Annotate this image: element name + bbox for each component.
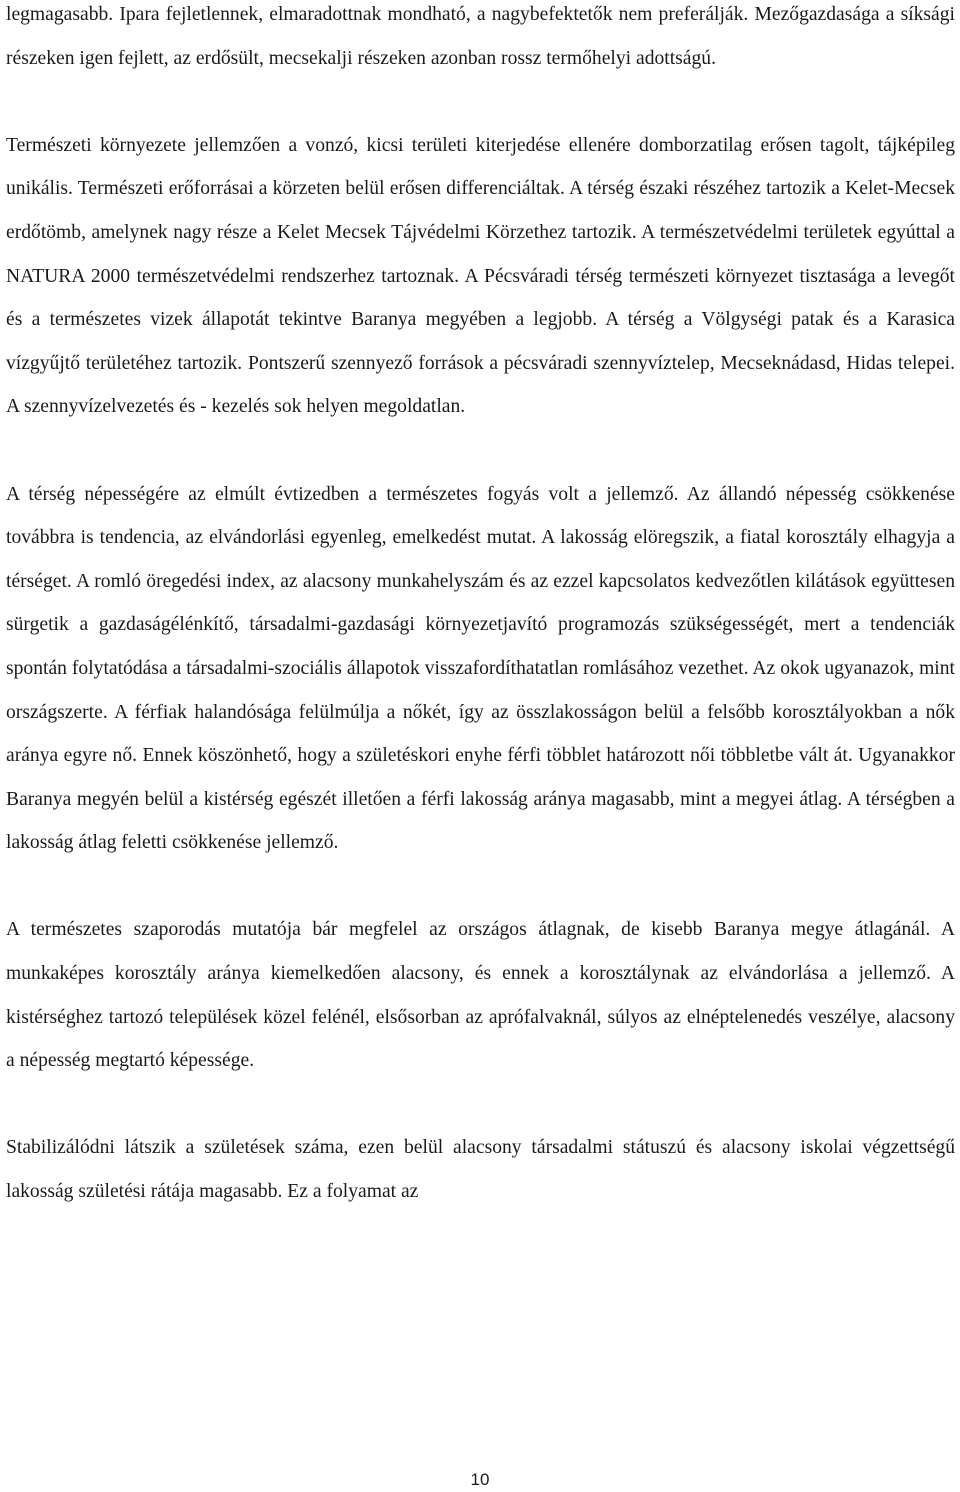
paragraph-agriculture: legmagasabb. Ipara fejletlennek, elmaradottnak mondható, a nagybefektetők nem preferálják. Mezőgazdasága a síksági részeken igen fejlett, az erdősült, mecsekalji részeken azonban rossz termőhelyi adottságú. <box>6 4 955 69</box>
paragraph-natural-environment: Természeti környezete jellemzően a vonzó, kicsi területi kiterjedése ellenére domborzatilag erősen tagolt, tájképileg unikális. Természeti erőforrásai a körzeten belül erősen differenciáltak. A térség északi részéhez tartozik a Kelet-Mecsek erdőtömb, amelynek nagy része a Kelet Mecsek Tájvédelmi Körzethez tartozik. A természetvédelmi területek egyúttal a NATURA 2000 természetvédelmi rendszerhez tartoznak. A Pécsváradi térség természeti környezet tisztasága a levegőt és a természetes vizek állapotát tekintve Baranya megyében a legjobb. A térség a Völgységi patak és a Karasica vízgyűjtő területéhez tartozik. Pontszerű szennyező források a pécsváradi szennyvíztelep, Mecseknádasd, Hidas telepei. A szennyvízelvezetés és - kezelés sok helyen megoldatlan. <box>6 134 955 418</box>
document-body <box>6 0 955 1214</box>
paragraph-natural-growth: A természetes szaporodás mutatója bár megfelel az országos átlagnak, de kisebb Baranya megye átlagánál. A munkaképes korosztály aránya kiemelkedően alacsony, és ennek a korosztálynak az elvándorlása a jellemző. A kistérséghez tartozó települések közel felénél, elsősorban az aprófalvaknál, súlyos az elnéptelenedés veszélye, alacsony a népesség megtartó képessége. <box>6 919 955 1072</box>
paragraph-population: A térség népességére az elmúlt évtizedben a természetes fogyás volt a jellemző. Az állandó népesség csökkenése továbbra is tendencia, az elvándorlási egyenleg, emelkedést mutat. A lakosság elöregszik, a fiatal korosztály elhagyja a térséget. A romló öregedési index, az alacsony munkahelyszám és az ezzel kapcsolatos kedvezőtlen kilátások együttesen sürgetik a gazdaságélénkítő, társadalmi-gazdasági környezetjavító programozás szükségességét, mert a tendenciák spontán folytatódása a társadalmi-szociális állapotok visszafordíthatatlan romlásához vezethet. Az okok ugyanazok, mint országszerte. A férfiak halandósága felülmúlja a nőkét, így az összlakosságon belül a felsőbb korosztályokban a nők aránya egyre nő. Ennek köszönhető, hogy a születéskori enyhe férfi többlet határozott női többletbe vált át. Ugyanakkor Baranya megyén belül a kistérség egészét illetően a férfi lakosság aránya magasabb, mint a megyei átlag. A térségben a lakosság átlag feletti csökkenése jellemző. <box>6 483 955 854</box>
page-number: 10 <box>470 1470 490 1489</box>
paragraph-births: Stabilizálódni látszik a születések száma, ezen belül alacsony társadalmi státuszú és alacsony iskolai végzettségű lakosság születési rátája magasabb. Ez a folyamat az <box>6 1137 955 1203</box>
